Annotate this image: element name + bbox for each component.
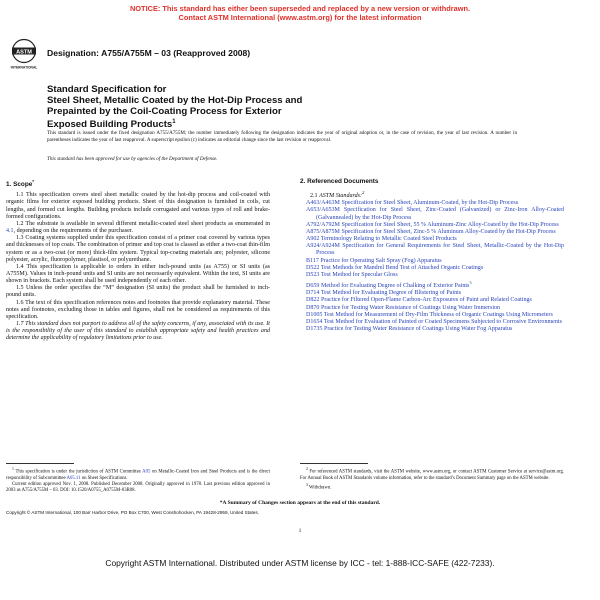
reference-code-link[interactable]: A875/A875M (306, 228, 340, 235)
reference-title-link[interactable]: Test Method for Measurement of Dry-Film Thickness of Organic Coatings Using Micrometers (323, 311, 553, 318)
reference-title-link[interactable]: Test Method for Evaluating Degree of Blistering of Paints (320, 290, 462, 297)
reference-item[interactable] (300, 243, 564, 257)
reference-item[interactable] (300, 279, 564, 290)
scope-1-3: 1.3 Coating systems supplied under this specification consist of a primer coat covered by various types and thicknesses of top coats. The combination of primer and top coat is classed as either a two-coat thin-film system or as a two-coat (or more) thick-film system. Typical top-coating materials are; polyester, silicone polyester, acrylic, fluoropolymer, plastisol, or polyurethane. (6, 235, 270, 263)
logo-text: ASTM (16, 49, 32, 56)
reference-list (300, 200, 564, 333)
reference-item[interactable] (300, 229, 564, 236)
scope-1-4: 1.4 This specification is applicable to orders in either inch-pound units (as A755) or SI units (as A755M). Values in inch-pound units and SI units are not necessarily equivalent. Within the text, SI units are shown in brackets. Each system shall be used independently of each other. (6, 263, 270, 285)
subcommittee-a05-11-link[interactable]: A05.11 (66, 475, 81, 481)
reference-title-link[interactable]: Specification for General Requirements for Steel Sheet, Metallic-Coated by the Hot-Dip Process (316, 243, 564, 257)
footnote-2: $^2$ For referenced ASTM standards, visit the ASTM website, www.astm.org, or contact ASTM Customer Service at service@astm.org. For Annual Book of ASTM Standards volume information, refer to the standard’s Document Summary page on the ASTM website. (300, 467, 565, 481)
reference-title-link[interactable]: Test Method for Evaluation of Painted or Coated Specimens Subjected to Corrosive Environments (323, 318, 562, 325)
reference-title-link[interactable]: Test Method for Specular Gloss (320, 271, 398, 278)
designation: Designation: A755/A755M – 03 (Reapproved 2008) (47, 48, 251, 58)
reference-code-link[interactable]: A653/A653M (306, 207, 340, 214)
scope-heading: 1. Scope* (6, 179, 35, 189)
references-section (300, 178, 564, 333)
reference-title-link[interactable]: Practice for Filtered Open-Flame Carbon-Arc Exposures of Paint and Related Coatings (320, 297, 532, 304)
reference-title-link[interactable]: Specification for Steel Sheet, Zinc-Coated (Galvanized) or Zinc-Iron Alloy-Coated (Galvannealed) by the Hot-Dip Process (316, 207, 565, 221)
copyright-line: Copyright © ASTM International, 100 Barr Harbor Drive, PO Box C700, West Conshohocken, PA 19428-2959, United States. (6, 510, 259, 515)
reference-title-link[interactable]: Method for Evaluating Degree of Chalking of Exterior Paints (320, 283, 470, 290)
notice-line-2: Contact ASTM International (www.astm.org) for the latest information (178, 13, 422, 22)
reference-code-link[interactable]: D714 (306, 290, 320, 297)
reference-item[interactable] (300, 222, 564, 229)
reference-item[interactable] (300, 297, 564, 304)
reference-item[interactable] (300, 265, 564, 272)
reference-item[interactable] (300, 326, 564, 333)
reference-item[interactable] (300, 272, 564, 279)
reference-item[interactable] (300, 258, 564, 265)
standard-type: Standard Specification for (47, 84, 167, 95)
scope-1-5: 1.5 Unless the order specifies the “M” designation (SI units) the product shall be furnished to inch-pound units. (6, 285, 270, 299)
footnote-1: $^1$ This specification is under the jurisdiction of ASTM Committee A05 on Metallic-Coated Iron and Steel Products and is the direct responsibility of Subcommittee A05.11 on Sheet Specifications. (6, 467, 270, 481)
reference-code-link[interactable]: D1735 (306, 326, 323, 332)
footnote-3: $^3$ Withdrawn. (306, 482, 332, 491)
reference-code-link[interactable]: D522 (306, 264, 320, 271)
reference-item[interactable] (300, 312, 564, 319)
reference-code-link[interactable]: D523 (306, 271, 320, 278)
footnotes-left (6, 466, 270, 494)
footnote-divider-right (300, 463, 368, 464)
approval-statement: This standard has been approved for use by agencies of the Department of Defense. (47, 156, 218, 162)
reference-code-link[interactable]: A463/A463M (306, 200, 340, 207)
issued-statement: This standard is issued under the fixed designation A755/A755M; the number immediately following the designation indicates the year of original adoption or, in the case of revision, the year of last revision. A number in parentheses indicates the year of last reapproval. A superscript epsilon (ε) indicates an editorial change since the last revision or reapproval. (47, 130, 517, 143)
astm-logo-icon (9, 38, 39, 70)
reference-title-link[interactable]: Practice for Testing Water Resistance of Coatings Using Water Fog Apparatus (323, 326, 513, 332)
reference-code-link[interactable]: A902 (306, 236, 320, 243)
footnotes-right (300, 466, 564, 491)
section-4-1-link[interactable]: 4.1 (6, 228, 14, 235)
reference-item[interactable] (300, 305, 564, 312)
reference-code-link[interactable]: D659 (306, 283, 320, 290)
footnote-divider-left (6, 463, 74, 464)
page-number: 1 (298, 528, 302, 534)
reference-code-link[interactable]: A792/A792M (306, 221, 340, 228)
reference-code-link[interactable]: D870 (306, 304, 320, 311)
reference-title-link[interactable]: Practice for Testing Water Resistance of Coatings Using Water Immersion (320, 304, 501, 311)
reference-title-link[interactable]: Specification for Steel Sheet, Zinc-5 % Aluminum Alloy-Coated by the Hot-Dip Process (341, 228, 556, 235)
committee-a05-link[interactable]: A05 (142, 469, 151, 475)
footnote-1-edition: Current edition approved Nov. 1, 2008. Published December 2008. Originally approved in 1978. Last previous edition approved in 2003 as A755/A755M – 03. DOI: 10.1520/A0755_A0755M-03R08. (6, 481, 270, 493)
scope-1-6: 1.6 The text of this specification references notes and footnotes that provide explanatory material. These notes and footnotes, excluding those in tables and figures, shall not be considered as requirements of this specification. (6, 299, 270, 320)
title-line-1: Steel Sheet, Metallic Coated by the Hot-Dip Process and (47, 95, 303, 106)
scope-section (6, 178, 270, 343)
reference-title-link[interactable]: Specification for Steel Sheet, Aluminum-Coated, by the Hot-Dip Process (341, 200, 519, 207)
reference-item[interactable] (300, 319, 564, 326)
notice-line-1: NOTICE: This standard has either been superseded and replaced by a new version or withdrawn. (129, 4, 471, 13)
reference-title-link[interactable]: Practice for Operating Salt Spray (Fog) Apparatus (320, 257, 442, 264)
reference-code-link[interactable]: D1654 (306, 318, 323, 325)
references-intro: 2.1 ASTM Standards:$^2$ (310, 190, 365, 200)
reference-code-link[interactable]: B117 (306, 257, 319, 264)
reference-item[interactable] (300, 207, 564, 221)
reference-title-link[interactable]: Specification for Steel Sheet, 55 % Aluminum-Zinc Alloy-Coated by the Hot-Dip Process (341, 221, 559, 228)
reference-title-link[interactable]: Terminology Relating to Metallic Coated Steel Products (320, 236, 457, 243)
reference-code-link[interactable]: D822 (306, 297, 320, 304)
title-line-2: Prepainted by the Coil-Coating Process for Exterior (47, 106, 282, 117)
scope-1-1: 1.1 This specification covers steel sheet metallic coated by the hot-dip process and coil-coated with organic films for exterior exposed building products. Sheet of this designation is furnished in coils, cut lengths, and formed cut lengths. Building products include corrugated and various types of roll and brake-formed configurations. (6, 192, 270, 220)
title-block (47, 84, 517, 130)
scope-1-7: 1.7 This standard does not purport to address all of the safety concerns, if any, associated with its use. It is the responsibility of the user of this standard to establish appropriate safety and health practices and determine the applicability of regulatory limitations prior to use. (6, 321, 270, 342)
reference-title-link[interactable]: Test Methods for Mandrel Bend Test of Attached Organic Coatings (320, 264, 484, 271)
withdrawal-notice (0, 4, 600, 22)
license-footer: Copyright ASTM International. Distributed under ASTM license by ICC - tel: 1-888-ICC-SAFE (422-7233). (105, 558, 495, 568)
title-footnote-mark: 1 (172, 119, 176, 125)
title-line-3: Exposed Building Products$^1$ (47, 119, 176, 131)
logo-subtext: INTERNATIONAL (10, 65, 38, 70)
scope-1-2: 1.2 The substrate is available in several different metallic-coated steel sheet products as enumerated in 4.1, depending on the requirements of the purchaser. (6, 220, 270, 235)
summary-of-changes-note: *A Summary of Changes section appears at the end of this standard. (219, 500, 381, 506)
reference-footnote-mark: 3 (469, 280, 472, 286)
references-heading: 2. Referenced Documents (300, 178, 379, 185)
reference-code-link[interactable]: A924/A924M (306, 243, 340, 250)
reference-code-link[interactable]: D1005 (306, 311, 323, 318)
